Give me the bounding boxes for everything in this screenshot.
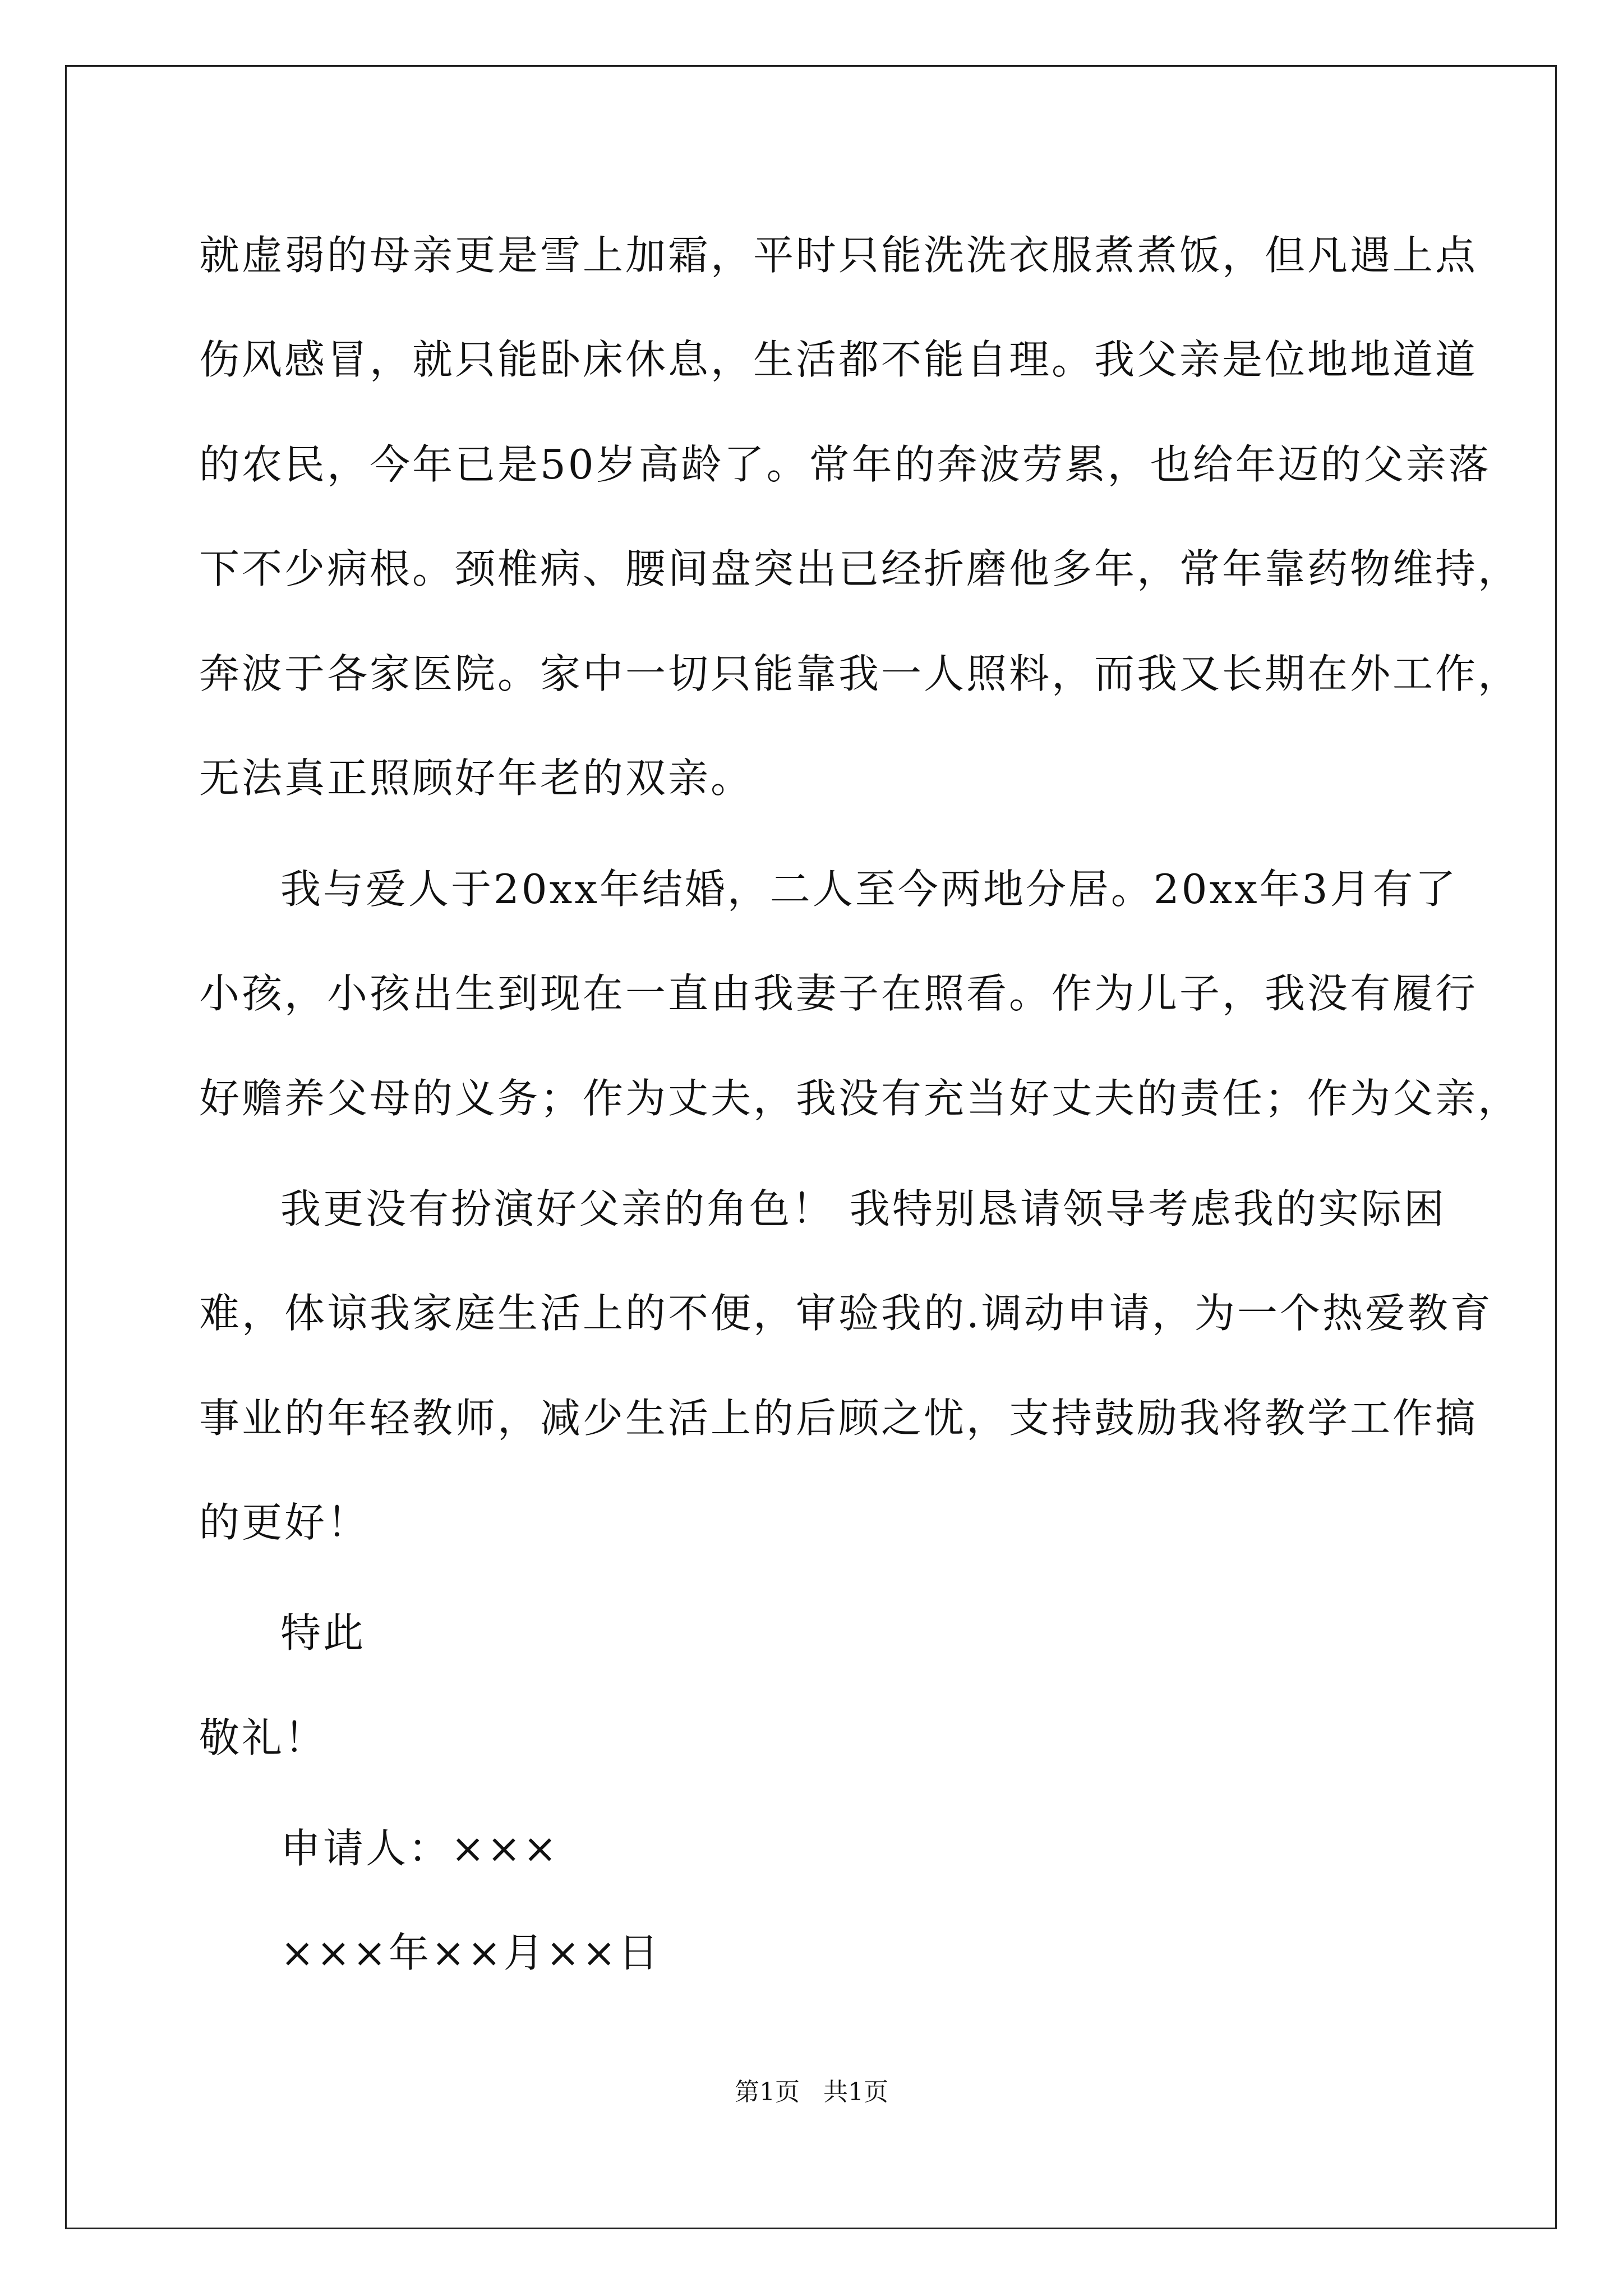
body-line: 的农民，今年已是50岁高龄了。常年的奔波劳累，也给年迈的父亲落 (199, 441, 1491, 488)
body-line: 我更没有扮演好父亲的角色！ 我特别恳请领导考虑我的实际困 (280, 1185, 1446, 1232)
page-total: 共1页 (823, 2078, 888, 2106)
page-footer (0, 2076, 1623, 2109)
date-line: ×××年××月××日 (280, 1929, 661, 1976)
body-line: 我与爱人于20xx年结婚，二人至今两地分居。20xx年3月有了 (280, 866, 1458, 913)
body-line: 无法真正照顾好年老的双亲。 (199, 754, 754, 802)
body-line: 奔波于各家医院。家中一切只能靠我一人照料，而我又长期在外工作， (199, 650, 1521, 697)
body-line: 就虚弱的母亲更是雪上加霜，平时只能洗洗衣服煮煮饭，但凡遇上点 (199, 232, 1478, 279)
body-line: 下不少病根。颈椎病、腰间盘突出已经折磨他多年，常年靠药物维持， (199, 545, 1521, 592)
body-line: 小孩，小孩出生到现在一直由我妻子在照看。作为儿子，我没有履行 (199, 970, 1478, 1017)
applicant-line: 申请人：××× (280, 1825, 559, 1872)
salutation-line: 敬礼！ (199, 1714, 328, 1761)
body-line: 难，体谅我家庭生活上的不便，审验我的.调动申请，为一个热爱教育 (199, 1290, 1493, 1337)
page-number: 第1页 (735, 2078, 800, 2106)
body-line: 好赡养父母的义务；作为丈夫，我没有充当好丈夫的责任；作为父亲， (199, 1075, 1521, 1122)
body-line: 伤风感冒，就只能卧床休息，生活都不能自理。我父亲是位地地道道 (199, 336, 1478, 383)
closing-line: 特此 (280, 1609, 366, 1657)
page-border (65, 65, 1557, 2229)
body-line: 的更好！ (199, 1499, 370, 1546)
body-line: 事业的年轻教师，减少生活上的后顾之忧，支持鼓励我将教学工作搞 (199, 1395, 1478, 1442)
